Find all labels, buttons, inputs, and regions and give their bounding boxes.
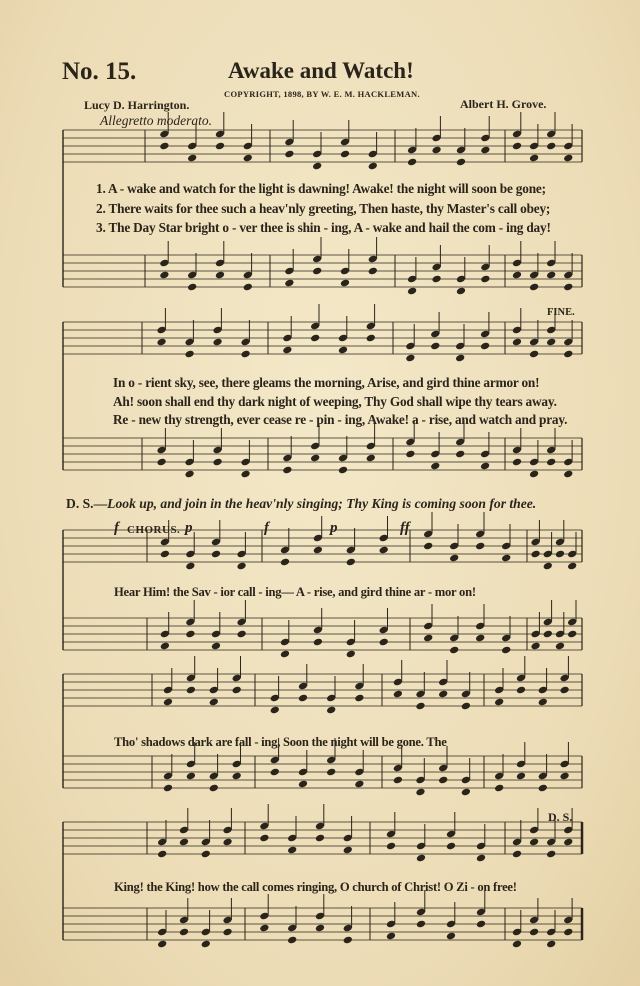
fine-marking: FINE. [547, 307, 575, 318]
hymn-number: No. 15. [62, 58, 137, 85]
verse-1-line-2: In o - rient sky, see, there gleams the morning, Arise, and gird thine armor on! [113, 375, 540, 390]
copyright-notice: COPYRIGHT, 1898, BY W. E. M. HACKLEMAN. [224, 89, 420, 99]
dynamic-forte-1: f [114, 520, 119, 536]
tempo-marking: Allegretto moderato. [100, 113, 212, 128]
chorus-line-2: Tho' shadows dark are fall - ing, Soon the night will be gone. The [114, 735, 447, 749]
verse-1-line-1: 1. A - wake and watch for the light is dawning! Awake! the night will soon be gone; [96, 181, 546, 196]
verse-3-line-1: 3. The Day Star bright o - ver thee is shin - ing, A - wake and hail the com - ing day! [96, 220, 551, 235]
chorus-label: CHORUS. [127, 524, 181, 536]
lyricist-credit: Lucy D. Harrington. [84, 98, 190, 112]
dynamic-fortissimo: ff [400, 520, 410, 536]
chorus-line-3: King! the King! how the call comes ringing, O church of Christ! O Zi - on free! [114, 880, 517, 894]
ds-text: Look up, and join in the heav'nly singing; Thy King is coming soon for thee. [107, 496, 537, 511]
chorus-line-1: Hear Him! the Sav - ior call - ing— A - rise, and gird thine ar - mor on! [114, 585, 476, 599]
verse-2-line-2: Ah! soon shall end thy dark night of weeping, Thy God shall wipe thy tears away. [113, 394, 557, 409]
dynamic-forte-2: f [264, 520, 269, 536]
dynamic-piano-1: p [185, 520, 193, 536]
ds-end-marking: D. S. [548, 810, 573, 824]
verse-3-line-2: Re - new thy strength, ever cease re - pin - ing, Awake! a - rise, and watch and pray. [113, 412, 568, 427]
composer-credit: Albert H. Grove. [460, 97, 547, 111]
dynamic-piano-2: p [330, 520, 338, 536]
hymn-title: Awake and Watch! [228, 58, 414, 83]
ds-prefix: D. S.— [66, 496, 108, 511]
dal-segno-line [66, 496, 536, 512]
verse-2-line-1: 2. There waits for thee such a heav'nly greeting, Then haste, thy Master's call obey; [96, 201, 551, 216]
